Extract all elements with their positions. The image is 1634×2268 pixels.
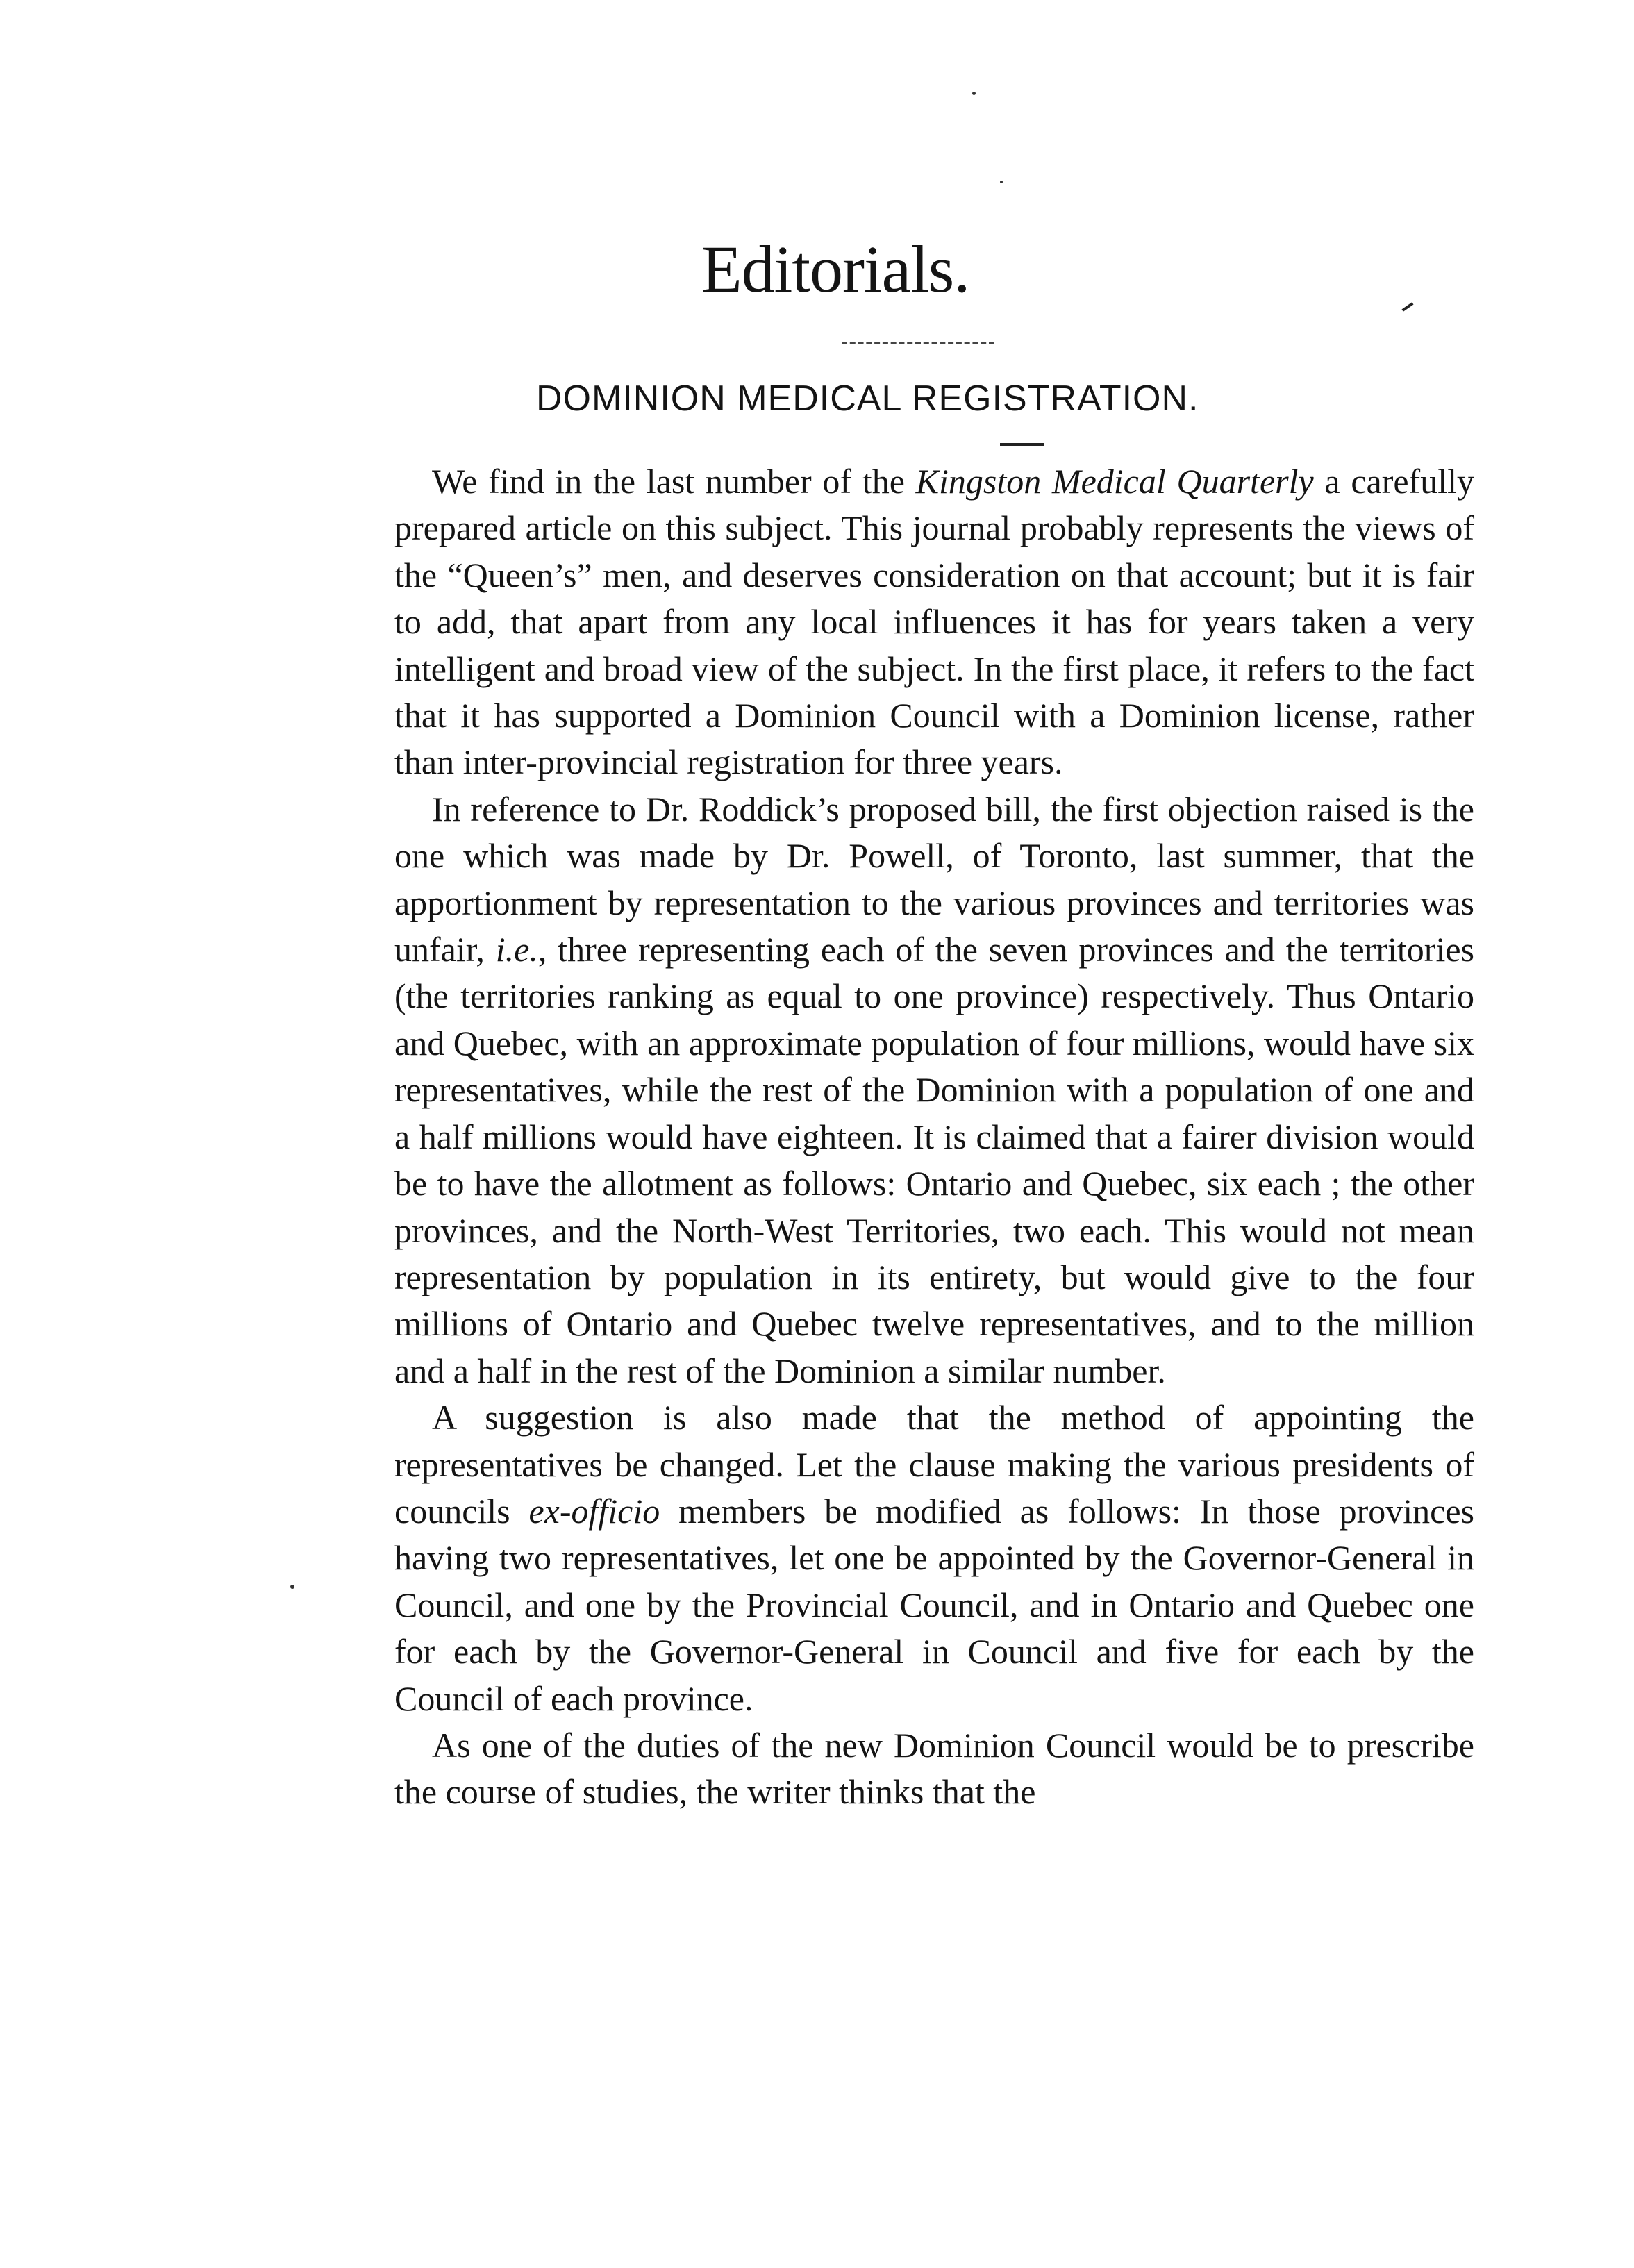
article-title: DOMINION MEDICAL REGISTRATION. (536, 378, 1199, 419)
print-speck (972, 92, 976, 95)
paragraph-text: A suggestion is also made that the method of appointing the representatives be changed. Let the clause making the various presidents of councils (394, 1398, 1474, 1531)
italic-text: Kingston Medical Quarterly (915, 462, 1314, 501)
print-speck (1000, 181, 1003, 183)
paragraph-text: We find in the last number of the (432, 462, 916, 501)
paragraph (394, 458, 1474, 786)
article-body (394, 458, 1474, 1816)
paragraph-text: In reference to Dr. Roddick’s proposed bill, the first objection raised is the one which was made by Dr. Powell, of Toronto, last summer, that the apportionment by representation to the various provinces and territories was unfair, (394, 789, 1474, 969)
paragraph (394, 786, 1474, 1394)
paragraph (394, 1722, 1474, 1816)
margin-mark (1401, 302, 1413, 312)
paragraph-text: As one of the duties of the new Dominion Council would be to prescribe the course of studies, the writer thinks that the (394, 1725, 1474, 1812)
print-speck (290, 1585, 294, 1589)
heading-dashed-rule (842, 342, 994, 344)
italic-text: ex-officio (528, 1491, 660, 1531)
section-heading: Editorials. (701, 232, 970, 306)
paragraph (394, 1394, 1474, 1722)
paragraph-text: , three representing each of the seven provinces and the territories (the territories ranking as equal to one province) respectively. Thus Ontario and Quebec, with an approximate population of four millions, would have six representatives, while the rest of the Dominion with a population of one and a half millions would have eighteen. It is claimed that a fairer division would be to have the allotment as follows: Ontario and Quebec, six each ; the other provinces, and the North-West Territories, two each. This would not mean representation by population in its entirety, but would give to the four millions of Ontario and Quebec twelve representatives, and to the million and a half in the rest of the Dominion a similar number. (394, 930, 1474, 1390)
paragraph-text: members be modified as follows: In those provinces having two representatives, let one be appointed by the Governor-General in Council, and one by the Provincial Council, and in Ontario and Quebec one for each by the Governor-General in Council and five for each by the Council of each province. (394, 1491, 1474, 1718)
italic-text: i.e. (495, 930, 538, 969)
title-rule (1000, 443, 1044, 446)
paragraph-text: a carefully prepared article on this subject. This journal probably represents the views of the “Queen’s” men, and deserves consideration on that account; but it is fair to add, that apart from any local influences it has for years taken a very intelligent and broad view of the subject. In the first place, it refers to the fact that it has supported a Dominion Council with a Dominion license, rather than inter-provincial registration for three years. (394, 462, 1474, 782)
